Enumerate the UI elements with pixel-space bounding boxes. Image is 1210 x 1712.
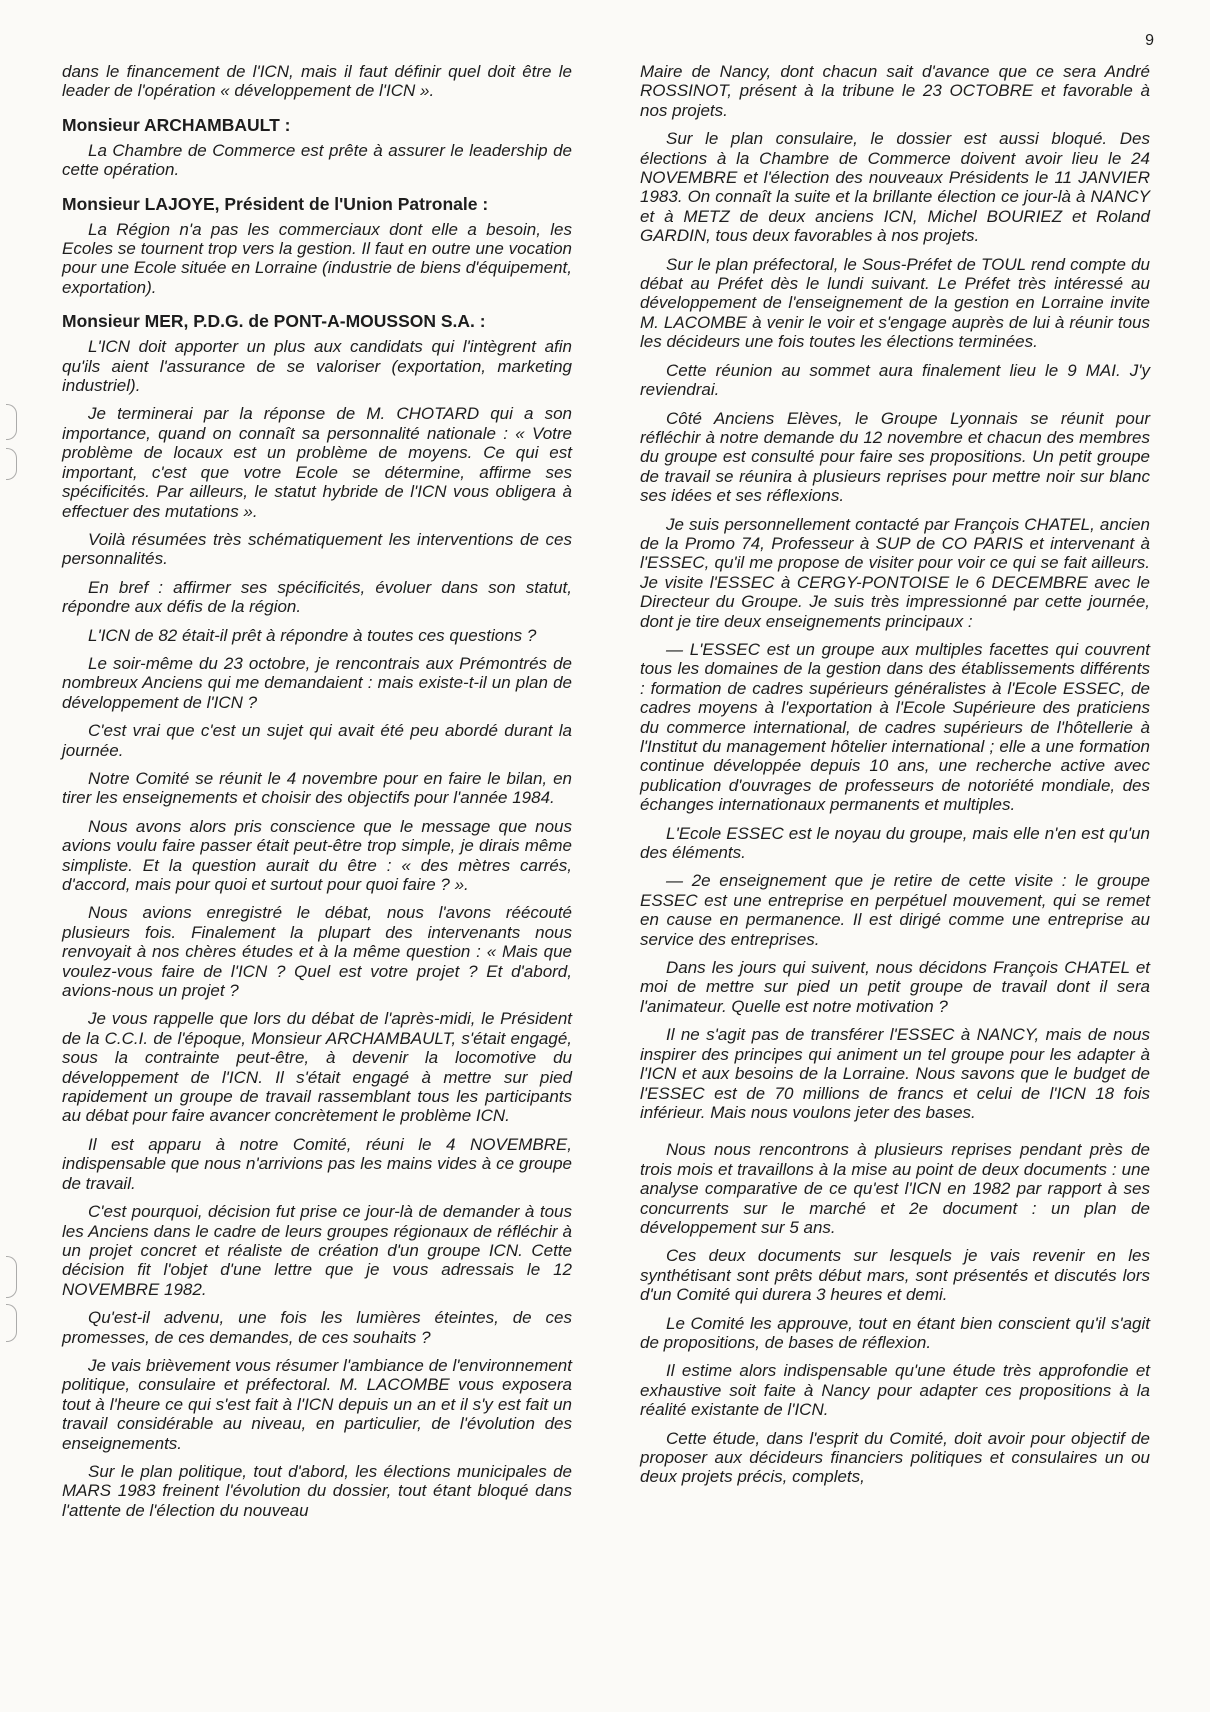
paragraph: Sur le plan préfectoral, le Sous-Préfet de TOUL rend compte du débat au Préfet dès le lundi suivant. Le Préfet très intéressé au développement de l'enseignement de la gestion en Lorraine invite M. LACOMBE à venir le voir et s'engage auprès de lui à réunir tous les décideurs une fois toutes les élections terminées. xyxy=(640,254,1150,352)
margin-bracket-mark xyxy=(6,448,17,480)
page-number: 9 xyxy=(1145,32,1154,49)
margin-bracket-mark xyxy=(6,404,17,440)
speaker-heading: Monsieur LAJOYE, Président de l'Union Patronale : xyxy=(62,193,489,214)
left-text-column xyxy=(62,62,572,1529)
paragraph: Côté Anciens Elèves, le Groupe Lyonnais se réunit pour réfléchir à notre demande du 12 novembre et chacun des membres du groupe est consulté pour faire ses propositions. Un petit groupe de travail se réunira à plusieurs reprises pour mettre noir sur blanc ses idées et ses réflexions. xyxy=(640,408,1150,506)
paragraph: Voilà résumées très schématiquement les interventions de ces personnalités. xyxy=(62,529,572,569)
paragraph: La Chambre de Commerce est prête à assurer le leadership de cette opération. xyxy=(62,140,572,180)
paragraph: L'ICN doit apporter un plus aux candidats qui l'intègrent afin qu'ils aient l'assurance de se valoriser (exportation, marketing industriel). xyxy=(62,337,572,396)
paragraph: Maire de Nancy, dont chacun sait d'avance que ce sera André ROSSINOT, présent à la tribune le 23 OCTOBRE et favorable à nos projets. xyxy=(640,62,1150,120)
paragraph: La Région n'a pas les commerciaux dont elle a besoin, les Ecoles se tournent trop vers la gestion. Il faut en outre une vocation pour une Ecole située en Lorraine (industrie de biens d'équipement, exportation). xyxy=(62,219,572,297)
paragraph: Je terminerai par la réponse de M. CHOTARD qui a son importance, quand on connaît sa personnalité nationale : « Votre problème de locaux est un problème de moyens. Ce qui est important, c'est que votre Ecole se détermine, affirme ses spécificités. Par ailleurs, le statut hybride de l'ICN vous obligera à effectuer des mutations ». xyxy=(62,404,572,521)
paragraph: Je vous rappelle que lors du débat de l'après-midi, le Président de la C.C.I. de l'époque, Monsieur ARCHAMBAULT, s'était engagé, sous la contrainte peut-être, à devenir la locomotive du développement de l'ICN. Il s'était engagé à mettre sur pied rapidement un groupe de travail rassemblant tous les participants au débat pour faire avancer concrètement le problème ICN. xyxy=(62,1009,572,1126)
paragraph: Dans les jours qui suivent, nous décidons François CHATEL et moi de mettre sur pied un petit groupe de travail dont il sera l'animateur. Quelle est notre motivation ? xyxy=(640,958,1150,1016)
paragraph: Il ne s'agit pas de transférer l'ESSEC à NANCY, mais de nous inspirer des principes qui animent un tel groupe pour les adapter à l'ICN et aux besoins de la Lorraine. Nous savons que le budget de l'ESSEC est de 70 millions de francs et celui de l'ICN 18 fois inférieur. Mais nous voulons jeter des bases. xyxy=(640,1025,1150,1122)
paragraph: Ces deux documents sur lesquels je vais revenir en les synthétisant sont prêts début mars, sont présentés et discutés lors d'un Comité qui durera 3 heures et demi. xyxy=(640,1246,1150,1305)
paragraph: En bref : affirmer ses spécificités, évoluer dans son statut, répondre aux défis de la région. xyxy=(62,577,572,617)
paragraph: Je vais brièvement vous résumer l'ambiance de l'environnement politique, consulaire et préfectoral. M. LACOMBE vous exposera tout à l'heure ce qui s'est fait à l'ICN depuis un an et il s'y est fait un travail considérable au niveau, en particulier, de l'évolution des enseignements. xyxy=(62,1355,572,1453)
paragraph: Le Comité les approuve, tout en étant bien conscient qu'il s'agit de propositions, de bases de réflexion. xyxy=(640,1313,1150,1352)
paragraph: C'est vrai que c'est un sujet qui avait été peu abordé durant la journée. xyxy=(62,721,572,760)
paragraph: — L'ESSEC est un groupe aux multiples facettes qui couvrent tous les domaines de la gestion dans des établissements différents : formation de cadres supérieurs généralistes à l'Ecole ESSEC, de cadres moyens à l'exportation à l'Ecole Supérieure des praticiens du commerce international, de cadres supérieurs de l'hôtellerie à l'Institut du management hôtelier international ; elle a une formation continue développée depuis 10 ans, une recherche active avec publication d'ouvrages de professeurs de notoriété mondiale, des échanges internationaux permanents et multiples. xyxy=(640,639,1150,815)
paragraph: Qu'est-il advenu, une fois les lumières éteintes, de ces promesses, de ces demandes, de ces souhaits ? xyxy=(62,1308,572,1347)
paragraph: Notre Comité se réunit le 4 novembre pour en faire le bilan, en tirer les enseignements et choisir des objectifs pour l'année 1984. xyxy=(62,768,572,808)
paragraph: C'est pourquoi, décision fut prise ce jour-là de demander à tous les Anciens dans le cadre de leurs groupes régionaux de réfléchir à un projet concret et réaliste de création d'un groupe ICN. Cette décision fit l'objet d'une lettre que je vous adressais le 12 NOVEMBRE 1982. xyxy=(62,1202,572,1299)
paragraph: L'Ecole ESSEC est le noyau du groupe, mais elle n'en est qu'un des éléments. xyxy=(640,823,1150,863)
speaker-heading: Monsieur MER, P.D.G. de PONT-A-MOUSSON S.A. : xyxy=(62,311,486,332)
paragraph: Je suis personnellement contacté par François CHATEL, ancien de la Promo 74, Professeur à SUP de CO PARIS et intervenant à l'ESSEC, qu'il me propose de visiter pour voir ce qui se fait ailleurs. Je visite l'ESSEC à CERGY-PONTOISE le 6 DECEMBRE avec le Directeur du Groupe. Je suis très impressionné par cette journée, dont je tire deux enseignements principaux : xyxy=(640,514,1150,631)
paragraph: Cette réunion au sommet aura finalement lieu le 9 MAI. J'y reviendrai. xyxy=(640,360,1150,400)
paragraph: Il estime alors indispensable qu'une étude très approfondie et exhaustive soit faite à Nancy pour adapter ces propositions à la réalité existante de l'ICN. xyxy=(640,1361,1150,1420)
margin-bracket-mark xyxy=(6,1256,17,1298)
paragraph: Le soir-même du 23 octobre, je rencontrais aux Prémontrés de nombreux Anciens qui me demandaient : mais existe-t-il un plan de développement de l'ICN ? xyxy=(62,653,572,712)
paragraph: — 2e enseignement que je retire de cette visite : le groupe ESSEC est une entreprise en perpétuel mouvement, qui se remet en cause en permanence. Il est dirigé comme une entreprise au service des entreprises. xyxy=(640,871,1150,949)
paragraph: Nous nous rencontrons à plusieurs reprises pendant près de trois mois et travaillons à la mise au point de deux documents : une analyse comparative de ce qu'est l'ICN en 1982 par rapport à ses concurrents sur le marché et 2e document : un plan de développement sur 5 ans. xyxy=(640,1140,1150,1237)
margin-bracket-mark xyxy=(6,1304,17,1342)
right-text-column xyxy=(640,62,1150,1496)
paragraph: Cette étude, dans l'esprit du Comité, doit avoir pour objectif de proposer aux décideurs financiers politiques et consulaires un ou deux projets précis, complets, xyxy=(640,1428,1150,1487)
paragraph: L'ICN de 82 était-il prêt à répondre à toutes ces questions ? xyxy=(88,625,537,645)
paragraph: Nous avons alors pris conscience que le message que nous avions voulu faire passer était peut-être trop simple, je dirais même simpliste. Et la question aurait du être : « des mètres carrés, d'accord, mais pour quoi et surtout pour quoi faire ? ». xyxy=(62,816,572,894)
paragraph: Nous avions enregistré le débat, nous l'avons réécouté plusieurs fois. Finalement la plupart des intervenants nous renvoyait à nos chères études et à la même question : « Mais que voulez-vous faire de l'ICN ? Quel est votre projet ? Et d'abord, avions-nous un projet ? xyxy=(62,903,572,1001)
paragraph: Sur le plan politique, tout d'abord, les élections municipales de MARS 1983 freinent l'évolution du dossier, tout étant bloqué dans l'attente de l'élection du nouveau xyxy=(62,1461,572,1520)
paragraph: Il est apparu à notre Comité, réuni le 4 NOVEMBRE, indispensable que nous n'arrivions pas les mains vides à ce groupe de travail. xyxy=(62,1134,572,1193)
paragraph: Sur le plan consulaire, le dossier est aussi bloqué. Des élections à la Chambre de Commerce doivent avoir lieu le 24 NOVEMBRE et l'élection des nouveaux Présidents le 11 JANVIER 1983. On connaît la suite et la brillante élection ce jour-là à NANCY et à METZ de deux anciens ICN, Michel BOURIEZ et Roland GARDIN, tous deux favorables à nos projets. xyxy=(640,129,1150,246)
speaker-heading: Monsieur ARCHAMBAULT : xyxy=(62,114,291,135)
paragraph: dans le financement de l'ICN, mais il faut définir quel doit être le leader de l'opération « développement de l'ICN ». xyxy=(62,62,572,101)
